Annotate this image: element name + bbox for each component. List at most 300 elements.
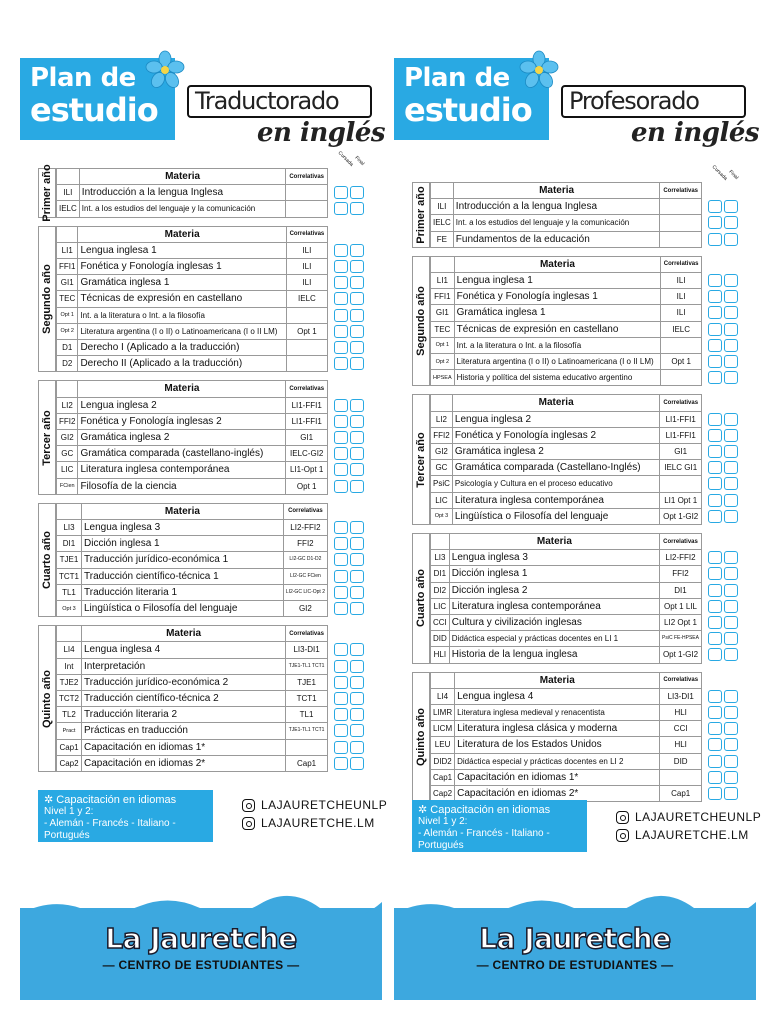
subject-name: Dicción inglesa 1 (82, 536, 284, 552)
year-label-cell (412, 256, 430, 387)
final-checkbox[interactable] (724, 413, 738, 426)
cursada-checkbox[interactable] (334, 202, 348, 215)
final-checkbox[interactable] (350, 676, 364, 689)
final-checkbox[interactable] (350, 357, 364, 370)
final-checkbox[interactable] (350, 602, 364, 615)
cursada-checkbox[interactable] (334, 276, 348, 289)
social-handle: LAJAURETCHEUNLP (635, 810, 762, 824)
final-checkbox[interactable] (724, 648, 738, 661)
cursada-checkbox[interactable] (708, 323, 722, 336)
subject-correlatives: Opt 1 LIL (660, 598, 702, 614)
subject-header: Materia (453, 183, 660, 199)
cursada-checkbox[interactable] (334, 325, 348, 338)
table-row (431, 582, 702, 598)
year-label: Tercer año (41, 409, 53, 466)
cursada-checkbox[interactable] (708, 371, 722, 384)
checkbox-spacer (334, 625, 368, 641)
final-checkbox[interactable] (724, 551, 738, 564)
year-label: Tercer año (415, 431, 427, 488)
subject-name: Capacitación en idiomas 1* (455, 769, 660, 785)
checkbox-row (708, 769, 742, 785)
subject-correlatives (286, 307, 327, 323)
brand-logo: La Jauretche (479, 922, 671, 955)
final-checkbox[interactable] (350, 325, 364, 338)
table-row (57, 600, 328, 616)
subject-name: Técnicas de expresión en castellano (78, 291, 286, 307)
table-row (57, 690, 328, 706)
final-checkbox[interactable] (724, 787, 738, 800)
subject-name: Gramática inglesa 1 (454, 305, 661, 321)
checkbox-row (708, 688, 742, 704)
subject-correlatives (661, 337, 702, 353)
subject-correlatives (286, 739, 328, 755)
subject-code: FFI2 (431, 427, 453, 443)
cursada-checkbox[interactable] (708, 632, 722, 645)
table-row (57, 185, 328, 201)
final-checkbox[interactable] (724, 722, 738, 735)
subject-header: Materia (82, 503, 284, 519)
table-row (431, 272, 702, 288)
social-link[interactable] (242, 814, 387, 832)
cursada-checkbox[interactable] (334, 676, 348, 689)
final-checkbox[interactable] (724, 200, 738, 213)
subject-correlatives: HLI (660, 737, 702, 753)
cursada-checkbox[interactable] (708, 339, 722, 352)
final-checkbox[interactable] (350, 276, 364, 289)
table-row (431, 769, 702, 785)
cursada-checkbox[interactable] (708, 461, 722, 474)
subject-correlatives: DI1 (660, 582, 702, 598)
final-checkbox[interactable] (350, 341, 364, 354)
subject-name: Int. a la literatura o Int. a la filosofía (454, 337, 661, 353)
final-checkbox[interactable] (724, 771, 738, 784)
final-checkbox[interactable] (724, 216, 738, 229)
table-row (57, 519, 328, 535)
instagram-icon (616, 829, 629, 842)
cursada-checkbox[interactable] (334, 741, 348, 754)
subject-correlatives: LI1-FFI1 (660, 411, 702, 427)
cursada-checkbox[interactable] (334, 553, 348, 566)
cursada-checkbox[interactable] (334, 586, 348, 599)
final-checkbox[interactable] (350, 741, 364, 754)
table-row (57, 739, 328, 755)
table-row (57, 552, 328, 568)
cursada-checkbox[interactable] (708, 771, 722, 784)
subject-header: Materia (454, 256, 661, 272)
final-checkbox[interactable] (724, 306, 738, 319)
cursada-checkbox[interactable] (708, 290, 722, 303)
brand-logo: La Jauretche (105, 922, 297, 955)
wave-edge (394, 894, 756, 914)
subject-code: GC (431, 460, 453, 476)
year-label: Cuarto año (415, 569, 427, 628)
subject-correlatives: LI1 Opt 1 (660, 492, 702, 508)
checkbox-row (334, 355, 368, 371)
final-checkbox[interactable] (724, 755, 738, 768)
note-line1: Nivel 1 y 2: (418, 816, 468, 827)
final-checkbox[interactable] (350, 399, 364, 412)
plan-line1: Plan de (404, 63, 510, 93)
correlatives-header: Correlativas (660, 534, 702, 550)
checkbox-row (334, 323, 368, 339)
cursada-label: Cursada (336, 150, 355, 168)
final-checkbox[interactable] (724, 600, 738, 613)
subject-correlatives (661, 370, 702, 386)
cursada-checkbox[interactable] (708, 690, 722, 703)
subject-name: Literatura inglesa contemporánea (78, 462, 286, 478)
subject-correlatives: TCT1 (286, 690, 328, 706)
checkbox-column (334, 625, 368, 771)
subject-correlatives: DID (660, 753, 702, 769)
subject-name: Fonética y Fonología inglesas 1 (78, 258, 286, 274)
cursada-checkbox[interactable] (708, 551, 722, 564)
cursada-checkbox[interactable] (334, 570, 348, 583)
checkbox-row (708, 549, 742, 565)
cursada-checkbox[interactable] (334, 724, 348, 737)
final-checkbox[interactable] (724, 584, 738, 597)
subjects-table (56, 380, 328, 494)
cursada-checkbox[interactable] (708, 706, 722, 719)
table-row (431, 631, 702, 647)
final-checkbox[interactable] (350, 660, 364, 673)
social-handle: LAJAURETCHEUNLP (261, 798, 388, 812)
table-row (57, 429, 328, 445)
cursada-checkbox[interactable] (334, 757, 348, 770)
subject-correlatives: LI3-DI1 (286, 642, 328, 658)
final-checkbox[interactable] (350, 537, 364, 550)
note-line2: - Alemán - Francés - Italiano - Portugués (44, 818, 176, 841)
cursada-checkbox[interactable] (708, 584, 722, 597)
flyer-traductorado (10, 0, 390, 1024)
asterisk-icon: ✲ (44, 794, 57, 806)
subject-code: GI1 (431, 305, 455, 321)
final-checkbox[interactable] (724, 632, 738, 645)
checkbox-spacer (708, 672, 742, 688)
social-link[interactable] (616, 808, 761, 826)
correlatives-header: Correlativas (283, 503, 327, 519)
subject-correlatives: LI1-FFI1 (660, 427, 702, 443)
social-link[interactable] (242, 796, 387, 814)
checkbox-row (334, 429, 368, 445)
subject-name: Prácticas en traducción (82, 723, 286, 739)
cursada-checkbox[interactable] (334, 431, 348, 444)
cursada-checkbox[interactable] (334, 643, 348, 656)
table-row (57, 258, 328, 274)
table-header-row (57, 169, 328, 185)
subject-code: LI4 (431, 688, 455, 704)
checkbox-row (708, 475, 742, 491)
cursada-checkbox[interactable] (334, 708, 348, 721)
final-checkbox[interactable] (350, 480, 364, 493)
subject-name: Historia y política del sistema educativo argentino (454, 370, 661, 386)
flower-icon (145, 50, 185, 90)
checkbox-column (334, 503, 368, 616)
cursada-checkbox[interactable] (708, 233, 722, 246)
subject-header: Materia (79, 169, 286, 185)
checkbox-row (334, 551, 368, 567)
cursada-checkbox[interactable] (334, 260, 348, 273)
cursada-checkbox[interactable] (334, 292, 348, 305)
year-label-cell (412, 672, 430, 803)
checkbox-row (334, 339, 368, 355)
subject-correlatives: FFI2 (660, 566, 702, 582)
final-checkbox[interactable] (350, 521, 364, 534)
subject-code: LIC (57, 462, 78, 478)
checkbox-row (708, 582, 742, 598)
checkbox-row (708, 492, 742, 508)
final-checkbox[interactable] (350, 415, 364, 428)
cursada-checkbox[interactable] (334, 399, 348, 412)
cursada-checkbox[interactable] (334, 537, 348, 550)
table-row (57, 446, 328, 462)
subjects-table (430, 672, 702, 803)
final-checkbox[interactable] (350, 244, 364, 257)
cursada-checkbox[interactable] (334, 415, 348, 428)
checkbox-spacer (334, 380, 368, 396)
correlatives-header: Correlativas (286, 169, 328, 185)
final-checkbox[interactable] (724, 510, 738, 523)
cursada-checkbox[interactable] (334, 341, 348, 354)
subject-correlatives: ILI (286, 242, 327, 258)
subject-code: Opt 3 (431, 508, 453, 524)
final-checkbox[interactable] (724, 371, 738, 384)
cursada-checkbox[interactable] (708, 355, 722, 368)
final-checkbox[interactable] (724, 738, 738, 751)
subject-code: LI2 (57, 397, 78, 413)
cursada-checkbox[interactable] (708, 510, 722, 523)
final-checkbox[interactable] (350, 309, 364, 322)
subject-name: Traducción literaria 1 (82, 584, 284, 600)
cursada-checkbox[interactable] (708, 445, 722, 458)
cursada-checkbox[interactable] (334, 186, 348, 199)
checkbox-spacer (708, 256, 742, 272)
cursada-checkbox[interactable] (708, 216, 722, 229)
subject-code: TEC (431, 321, 455, 337)
final-checkbox[interactable] (350, 570, 364, 583)
cursada-checkbox[interactable] (708, 477, 722, 490)
checkbox-row (334, 290, 368, 306)
final-checkbox[interactable] (350, 643, 364, 656)
final-checkbox[interactable] (724, 477, 738, 490)
subject-correlatives: FFI2 (283, 536, 327, 552)
note-line1: Nivel 1 y 2: (44, 806, 94, 817)
final-checkbox[interactable] (724, 706, 738, 719)
subject-name: Interpretación (82, 658, 286, 674)
subject-code: Cap1 (431, 769, 455, 785)
final-checkbox[interactable] (350, 202, 364, 215)
checkbox-row (708, 321, 742, 337)
final-checkbox[interactable] (724, 323, 738, 336)
subject-name: Capacitación en idiomas 2* (455, 785, 660, 801)
year-label-cell (38, 226, 56, 373)
checkbox-row (334, 755, 368, 771)
subject-correlatives: LI1-FFI1 (286, 397, 328, 413)
cursada-checkbox[interactable] (334, 602, 348, 615)
final-checkbox[interactable] (350, 447, 364, 460)
final-checkbox[interactable] (724, 429, 738, 442)
subject-code: LI4 (57, 642, 82, 658)
checkbox-row (708, 630, 742, 646)
social-handle: LAJAURETCHE.LM (635, 828, 749, 842)
final-checkbox[interactable] (350, 586, 364, 599)
final-checkbox[interactable] (724, 461, 738, 474)
subject-code: HLI (431, 647, 450, 663)
table-row (431, 647, 702, 663)
table-row (57, 707, 328, 723)
subject-correlatives: Opt 1 (286, 323, 327, 339)
subject-name: Lengua inglesa 4 (82, 642, 286, 658)
subject-correlatives: IELC GI1 (660, 460, 702, 476)
subjects-table (56, 226, 328, 373)
year-block (38, 625, 376, 772)
subject-name: Fonética y Fonología inglesas 2 (78, 413, 286, 429)
final-checkbox[interactable] (724, 616, 738, 629)
subject-code: LEU (431, 737, 455, 753)
checkbox-row (708, 736, 742, 752)
final-checkbox[interactable] (724, 339, 738, 352)
code-header (431, 672, 455, 688)
cursada-checkbox[interactable] (708, 600, 722, 613)
cursada-checkbox[interactable] (708, 755, 722, 768)
subject-code: Cap2 (57, 755, 82, 771)
cursada-checkbox[interactable] (708, 306, 722, 319)
year-block (38, 226, 376, 373)
code-header (431, 183, 454, 199)
subject-code: TJE2 (57, 674, 82, 690)
table-row (431, 337, 702, 353)
final-checkbox[interactable] (350, 431, 364, 444)
subject-correlatives: IELC (661, 321, 702, 337)
checkbox-row (334, 274, 368, 290)
cursada-checkbox[interactable] (334, 357, 348, 370)
year-label: Primer año (415, 186, 427, 244)
final-checkbox[interactable] (724, 355, 738, 368)
cursada-checkbox[interactable] (708, 200, 722, 213)
table-row (57, 674, 328, 690)
final-checkbox[interactable] (724, 290, 738, 303)
cursada-checkbox[interactable] (334, 309, 348, 322)
cursada-checkbox[interactable] (708, 738, 722, 751)
table-row (57, 658, 328, 674)
subject-header: Materia (78, 381, 286, 397)
table-row (431, 231, 702, 247)
instagram-icon (616, 811, 629, 824)
cursada-checkbox[interactable] (334, 692, 348, 705)
final-checkbox[interactable] (350, 463, 364, 476)
subject-code: LI1 (57, 242, 78, 258)
subject-name: Literatura argentina (I o II) o Latinoamericana (I o II LM) (78, 323, 286, 339)
subject-name: Literatura inglesa medieval y renacentista (455, 704, 660, 720)
final-checkbox[interactable] (724, 233, 738, 246)
subjects-table (56, 625, 328, 772)
subject-correlatives (286, 356, 327, 372)
year-label: Cuarto año (41, 530, 53, 590)
subject-name: Capacitación en idiomas 2* (82, 755, 286, 771)
table-row (57, 536, 328, 552)
plan-line1: Plan de (30, 63, 136, 93)
note-title: Capacitación en idiomas (56, 794, 177, 806)
cursada-checkbox[interactable] (708, 722, 722, 735)
subject-code: TL1 (57, 584, 82, 600)
status-column-headers (336, 150, 376, 174)
final-checkbox[interactable] (350, 260, 364, 273)
subject-header: Materia (452, 395, 660, 411)
cursada-checkbox[interactable] (708, 429, 722, 442)
checkbox-row (708, 459, 742, 475)
subject-code: DI1 (431, 566, 450, 582)
subject-correlatives: LI2-GC FCien (283, 568, 327, 584)
flyer-profesorado (384, 0, 764, 1024)
checkbox-row (708, 720, 742, 736)
subject-code: DI1 (57, 536, 82, 552)
final-checkbox[interactable] (350, 757, 364, 770)
subject-name: Introducción a la lengua Inglesa (453, 199, 660, 215)
cursada-checkbox[interactable] (708, 274, 722, 287)
checkbox-row (334, 641, 368, 657)
subject-code: GC (57, 446, 78, 462)
final-checkbox[interactable] (724, 567, 738, 580)
cursada-checkbox[interactable] (708, 413, 722, 426)
checkbox-spacer (334, 503, 368, 519)
table-row (431, 550, 702, 566)
subject-header: Materia (449, 534, 659, 550)
cursada-checkbox[interactable] (334, 447, 348, 460)
cursada-checkbox[interactable] (334, 244, 348, 257)
footer (394, 908, 756, 1000)
code-header (57, 169, 80, 185)
correlatives-header: Correlativas (286, 381, 328, 397)
cursada-checkbox[interactable] (708, 616, 722, 629)
cursada-checkbox[interactable] (708, 648, 722, 661)
table-header-row (431, 672, 702, 688)
subject-code: LIMR (431, 704, 455, 720)
social-link[interactable] (616, 826, 761, 844)
final-checkbox[interactable] (350, 724, 364, 737)
cursada-checkbox[interactable] (708, 567, 722, 580)
final-checkbox[interactable] (350, 292, 364, 305)
table-row (431, 753, 702, 769)
subjects-table (56, 503, 328, 617)
cursada-checkbox[interactable] (708, 787, 722, 800)
checkbox-row (334, 706, 368, 722)
final-checkbox[interactable] (724, 445, 738, 458)
checkbox-row (708, 704, 742, 720)
final-checkbox[interactable] (724, 690, 738, 703)
final-checkbox[interactable] (350, 708, 364, 721)
final-checkbox[interactable] (350, 553, 364, 566)
subject-correlatives: LI2-GC D1-D2 (283, 552, 327, 568)
cursada-checkbox[interactable] (334, 463, 348, 476)
subject-correlatives: LI2-FFI2 (660, 550, 702, 566)
subject-header: Materia (82, 626, 286, 642)
subject-code: FCien (57, 478, 78, 494)
final-checkbox[interactable] (724, 494, 738, 507)
cursada-checkbox[interactable] (708, 494, 722, 507)
final-checkbox[interactable] (350, 692, 364, 705)
subject-correlatives: GI2 (283, 600, 327, 616)
subject-code: Opt 2 (57, 323, 78, 339)
final-checkbox[interactable] (350, 186, 364, 199)
subject-code: TL2 (57, 707, 82, 723)
subject-name: Lingüística o Filosofía del lenguaje (452, 508, 660, 524)
cursada-checkbox[interactable] (334, 480, 348, 493)
cursada-checkbox[interactable] (334, 660, 348, 673)
subject-name: Gramática inglesa 2 (452, 443, 660, 459)
cursada-checkbox[interactable] (334, 521, 348, 534)
final-checkbox[interactable] (724, 274, 738, 287)
subject-correlatives (660, 215, 702, 231)
subject-correlatives: LI2-FFI2 (283, 519, 327, 535)
